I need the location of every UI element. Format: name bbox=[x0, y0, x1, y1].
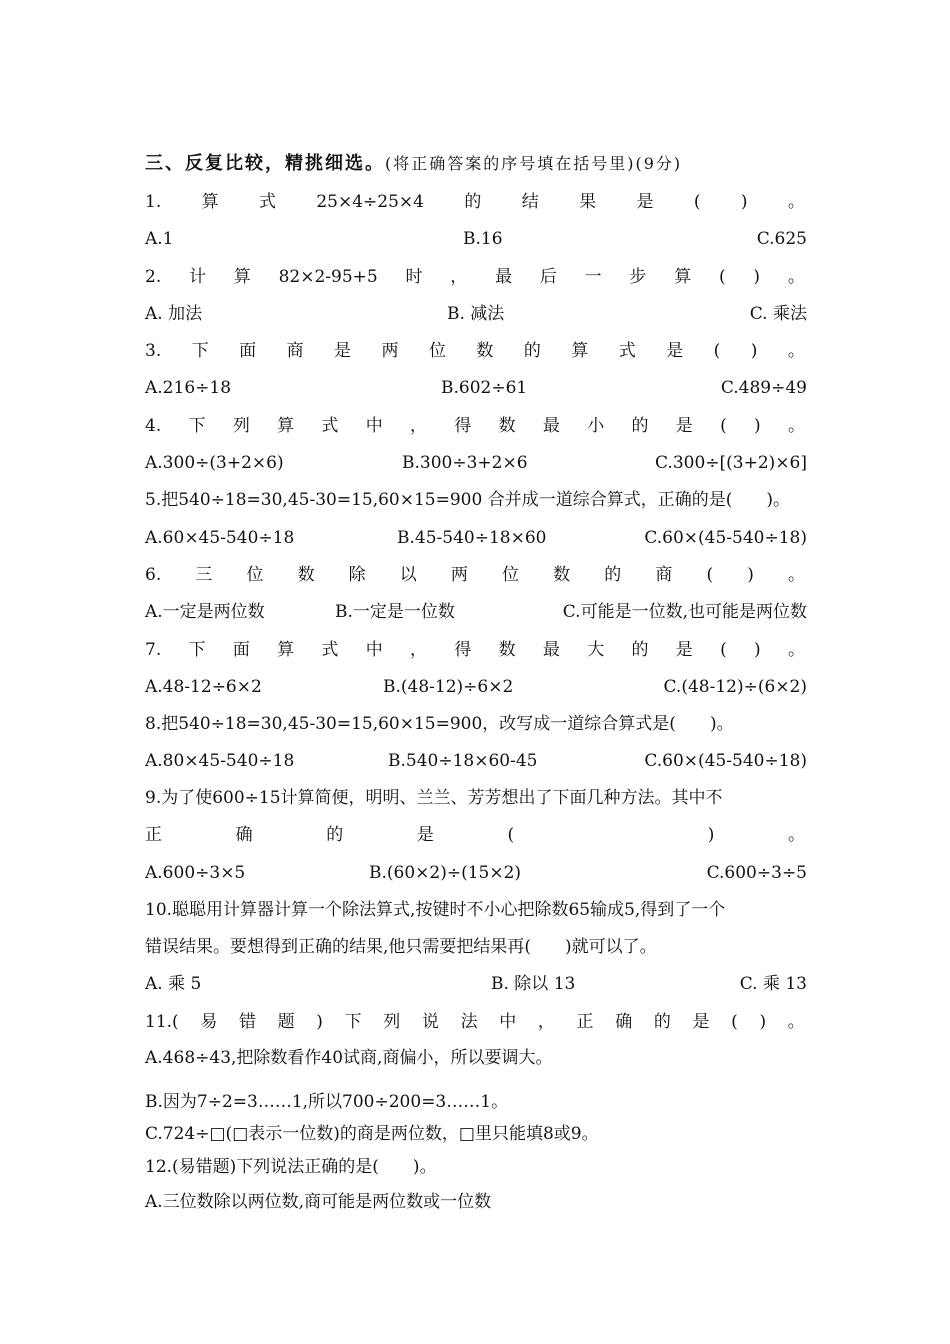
stem-token: 结 bbox=[521, 192, 539, 212]
stem-token: 下 bbox=[191, 341, 209, 361]
option-b: B.540÷18×60-45 bbox=[388, 751, 538, 771]
option-b: B.(48-12)÷6×2 bbox=[383, 677, 514, 697]
stem-token: 的 bbox=[653, 1012, 671, 1032]
option-c: C.600÷3÷5 bbox=[706, 863, 807, 883]
stem-token: 下 bbox=[344, 1012, 362, 1032]
stem-token: 下 bbox=[188, 416, 206, 436]
option-b: B.45-540÷18×60 bbox=[397, 528, 547, 548]
stem-token: 的 bbox=[464, 192, 482, 212]
option-c: C. 乘法 bbox=[749, 304, 807, 324]
stem-token: ， bbox=[450, 267, 468, 287]
question-6-stem bbox=[145, 567, 805, 584]
stem-token: 列 bbox=[232, 416, 250, 436]
question-1-stem bbox=[145, 194, 805, 211]
option-a: A.一定是两位数 bbox=[145, 602, 265, 622]
stem-token: 算 bbox=[674, 267, 692, 287]
question-2-stem bbox=[145, 269, 805, 286]
stem-token: 式 bbox=[321, 416, 339, 436]
option-a: A.600÷3×5 bbox=[145, 863, 246, 883]
option-b: B. 除以 13 bbox=[491, 974, 576, 994]
stem-token: 得 bbox=[454, 640, 472, 660]
stem-token: 6. bbox=[145, 565, 162, 585]
option-c: C.可能是一位数,也可能是两位数 bbox=[562, 602, 807, 622]
stem-token: 。 bbox=[787, 825, 805, 845]
question-9-stem-line1: 9.为了使600÷15计算简便，明明、兰兰、芳芳想出了下面几种方法。其中不 bbox=[145, 788, 723, 808]
option-b: B.300÷3+2×6 bbox=[402, 453, 528, 473]
option-c: C.489÷49 bbox=[720, 378, 807, 398]
stem-token: 得 bbox=[454, 416, 472, 436]
stem-token: 法 bbox=[460, 1012, 478, 1032]
stem-token: 列 bbox=[383, 1012, 401, 1032]
option-c: C. 乘 13 bbox=[739, 974, 807, 994]
answer-blank-close: ) bbox=[707, 825, 715, 845]
stem-token: 数 bbox=[476, 341, 494, 361]
stem-token: 易 bbox=[200, 1012, 218, 1032]
stem-token: 时 bbox=[405, 267, 423, 287]
stem-token: 以 bbox=[399, 565, 417, 585]
stem-token: ， bbox=[410, 416, 428, 436]
stem-token: 算 bbox=[277, 416, 295, 436]
question-10-stem-line1: 10.聪聪用计算器计算一个除法算式,按键时不小心把除数65输成5,得到了一个 bbox=[145, 900, 726, 920]
question-7-stem bbox=[145, 642, 805, 659]
stem-token: 中 bbox=[365, 640, 383, 660]
question-11-stem bbox=[145, 1014, 805, 1031]
option-c: C.60×(45-540÷18) bbox=[644, 528, 807, 548]
stem-token: 1. bbox=[145, 192, 162, 212]
stem-token: 说 bbox=[421, 1012, 439, 1032]
stem-token: 数 bbox=[553, 565, 571, 585]
stem-token: 11.( bbox=[145, 1012, 179, 1032]
option-b: B.(60×2)÷(15×2) bbox=[369, 863, 522, 883]
option-a: A.60×45-540÷18 bbox=[145, 528, 295, 548]
answer-blank-close: ) bbox=[754, 640, 761, 660]
stem-token: 是 bbox=[675, 416, 693, 436]
stem-token: 3. bbox=[145, 341, 162, 361]
stem-token: 算 bbox=[201, 192, 219, 212]
stem-token: 商 bbox=[655, 565, 673, 585]
stem-token: 算 bbox=[277, 640, 295, 660]
answer-blank-open: ( bbox=[507, 825, 515, 845]
stem-token: 一 bbox=[584, 267, 602, 287]
option-a: A.300÷(3+2×6) bbox=[145, 453, 284, 473]
answer-blank-open: ( bbox=[693, 192, 701, 212]
question-9-stem-line2 bbox=[145, 827, 805, 844]
option-a: A. 乘 5 bbox=[145, 974, 202, 994]
stem-token: 确 bbox=[615, 1012, 633, 1032]
stem-token: 式 bbox=[258, 192, 276, 212]
stem-token: 确 bbox=[235, 825, 253, 845]
stem-token: 。 bbox=[787, 565, 805, 585]
stem-token: 最 bbox=[495, 267, 513, 287]
stem-token: 正 bbox=[145, 825, 162, 845]
option-b: B. 减法 bbox=[447, 304, 505, 324]
stem-token: 2. bbox=[145, 267, 162, 287]
question-3-stem bbox=[145, 343, 805, 360]
stem-token: 。 bbox=[787, 640, 805, 660]
option-a: A.48-12÷6×2 bbox=[145, 677, 262, 697]
question-12-option-a: A.三位数除以两位数,商可能是两位数或一位数 bbox=[145, 1192, 492, 1212]
option-a: A. 加法 bbox=[145, 304, 203, 324]
stem-token: 中 bbox=[499, 1012, 517, 1032]
stem-token: 82×2-95+5 bbox=[278, 267, 378, 287]
stem-token: 的 bbox=[326, 825, 344, 845]
option-a: A.216÷18 bbox=[145, 378, 232, 398]
answer-blank-open: ( bbox=[731, 1012, 738, 1032]
stem-token: 两 bbox=[450, 565, 468, 585]
answer-blank-close: ) bbox=[747, 565, 754, 585]
stem-token: 错 bbox=[238, 1012, 256, 1032]
stem-token: 。 bbox=[787, 341, 805, 361]
stem-token: 三 bbox=[195, 565, 213, 585]
stem-token: ， bbox=[410, 640, 428, 660]
stem-token: 是 bbox=[692, 1012, 710, 1032]
stem-token: 商 bbox=[286, 341, 304, 361]
stem-token: 的 bbox=[604, 565, 622, 585]
stem-token: 步 bbox=[629, 267, 647, 287]
stem-token: 的 bbox=[631, 640, 649, 660]
stem-token: 面 bbox=[232, 640, 250, 660]
stem-token: 7. bbox=[145, 640, 162, 660]
stem-token: 式 bbox=[321, 640, 339, 660]
option-a: A.1 bbox=[145, 229, 174, 249]
stem-token: 大 bbox=[587, 640, 605, 660]
stem-token: 数 bbox=[297, 565, 315, 585]
section-title-instructions: (将正确答案的序号填在括号里)(9分) bbox=[385, 154, 683, 173]
stem-token: 。 bbox=[787, 192, 805, 212]
stem-token: 式 bbox=[618, 341, 636, 361]
stem-token: 是 bbox=[334, 341, 352, 361]
stem-token: 的 bbox=[631, 416, 649, 436]
stem-token: 两 bbox=[381, 341, 399, 361]
stem-token: 最 bbox=[542, 416, 560, 436]
option-b: B.16 bbox=[463, 229, 503, 249]
answer-blank-close: ) bbox=[753, 267, 761, 287]
stem-token: 位 bbox=[246, 565, 264, 585]
option-c: C.625 bbox=[756, 229, 807, 249]
stem-token: 。 bbox=[787, 267, 805, 287]
stem-token: 后 bbox=[539, 267, 557, 287]
question-10-stem-line2: 错误结果。要想得到正确的结果,他只需要把结果再( )就可以了。 bbox=[145, 937, 657, 957]
stem-token: 是 bbox=[416, 825, 434, 845]
question-11-option-c: C.724÷□(□表示一位数)的商是两位数，□里只能填8或9。 bbox=[145, 1124, 599, 1144]
stem-token: 数 bbox=[498, 416, 516, 436]
stem-token: 小 bbox=[587, 416, 605, 436]
stem-token: ， bbox=[537, 1012, 555, 1032]
answer-blank-close: ) bbox=[754, 416, 761, 436]
stem-token: 位 bbox=[502, 565, 519, 585]
stem-token: 。 bbox=[787, 1012, 805, 1032]
stem-token: 中 bbox=[365, 416, 383, 436]
option-b: B.602÷61 bbox=[441, 378, 528, 398]
stem-token: ) bbox=[316, 1012, 323, 1032]
question-8-stem: 8.把540÷18=30,45-30=15,60×15=900，改写成一道综合算式是( )。 bbox=[145, 714, 734, 734]
option-b: B.一定是一位数 bbox=[335, 602, 455, 622]
question-11-option-b: B.因为7÷2=3……1,所以700÷200=3……1。 bbox=[145, 1092, 509, 1112]
answer-blank-open: ( bbox=[718, 267, 726, 287]
stem-token: 是 bbox=[666, 341, 684, 361]
stem-token: 是 bbox=[675, 640, 693, 660]
stem-token: 除 bbox=[348, 565, 366, 585]
stem-token: 最 bbox=[542, 640, 560, 660]
answer-blank-open: ( bbox=[720, 416, 727, 436]
answer-blank-close: ) bbox=[740, 192, 748, 212]
stem-token: 算 bbox=[571, 341, 589, 361]
stem-token: 计 bbox=[189, 267, 207, 287]
stem-token: 。 bbox=[787, 416, 805, 436]
stem-token: 的 bbox=[523, 341, 541, 361]
option-c: C.60×(45-540÷18) bbox=[644, 751, 807, 771]
stem-token: 数 bbox=[498, 640, 516, 660]
answer-blank-open: ( bbox=[706, 565, 714, 585]
question-12-stem: 12.(易错题)下列说法正确的是( )。 bbox=[145, 1157, 437, 1177]
answer-blank-open: ( bbox=[713, 341, 721, 361]
stem-token: 下 bbox=[188, 640, 206, 660]
stem-token: 面 bbox=[239, 341, 257, 361]
option-a: A.80×45-540÷18 bbox=[145, 751, 295, 771]
answer-blank-close: ) bbox=[750, 341, 758, 361]
section-title-bold: 三、反复比较，精挑细选。 bbox=[145, 153, 385, 174]
question-4-stem bbox=[145, 418, 805, 435]
stem-token: 算 bbox=[233, 267, 251, 287]
stem-token: 果 bbox=[579, 192, 597, 212]
section-title bbox=[145, 155, 682, 173]
option-c: C.300÷[(3+2)×6] bbox=[655, 453, 807, 473]
question-11-option-a: A.468÷43,把除数看作40试商,商偏小，所以要调大。 bbox=[145, 1048, 553, 1068]
stem-token: 题 bbox=[277, 1012, 295, 1032]
stem-token: 位 bbox=[428, 341, 446, 361]
option-c: C.(48-12)÷(6×2) bbox=[663, 677, 807, 697]
answer-blank-close: ) bbox=[759, 1012, 767, 1032]
stem-token: 25×4÷25×4 bbox=[316, 192, 424, 212]
answer-blank-open: ( bbox=[720, 640, 727, 660]
stem-token: 4. bbox=[145, 416, 162, 436]
stem-token: 是 bbox=[636, 192, 654, 212]
question-5-stem: 5.把540÷18=30,45-30=15,60×15=900 合并成一道综合算式，正确的是( )。 bbox=[145, 490, 790, 510]
stem-token: 正 bbox=[576, 1012, 594, 1032]
